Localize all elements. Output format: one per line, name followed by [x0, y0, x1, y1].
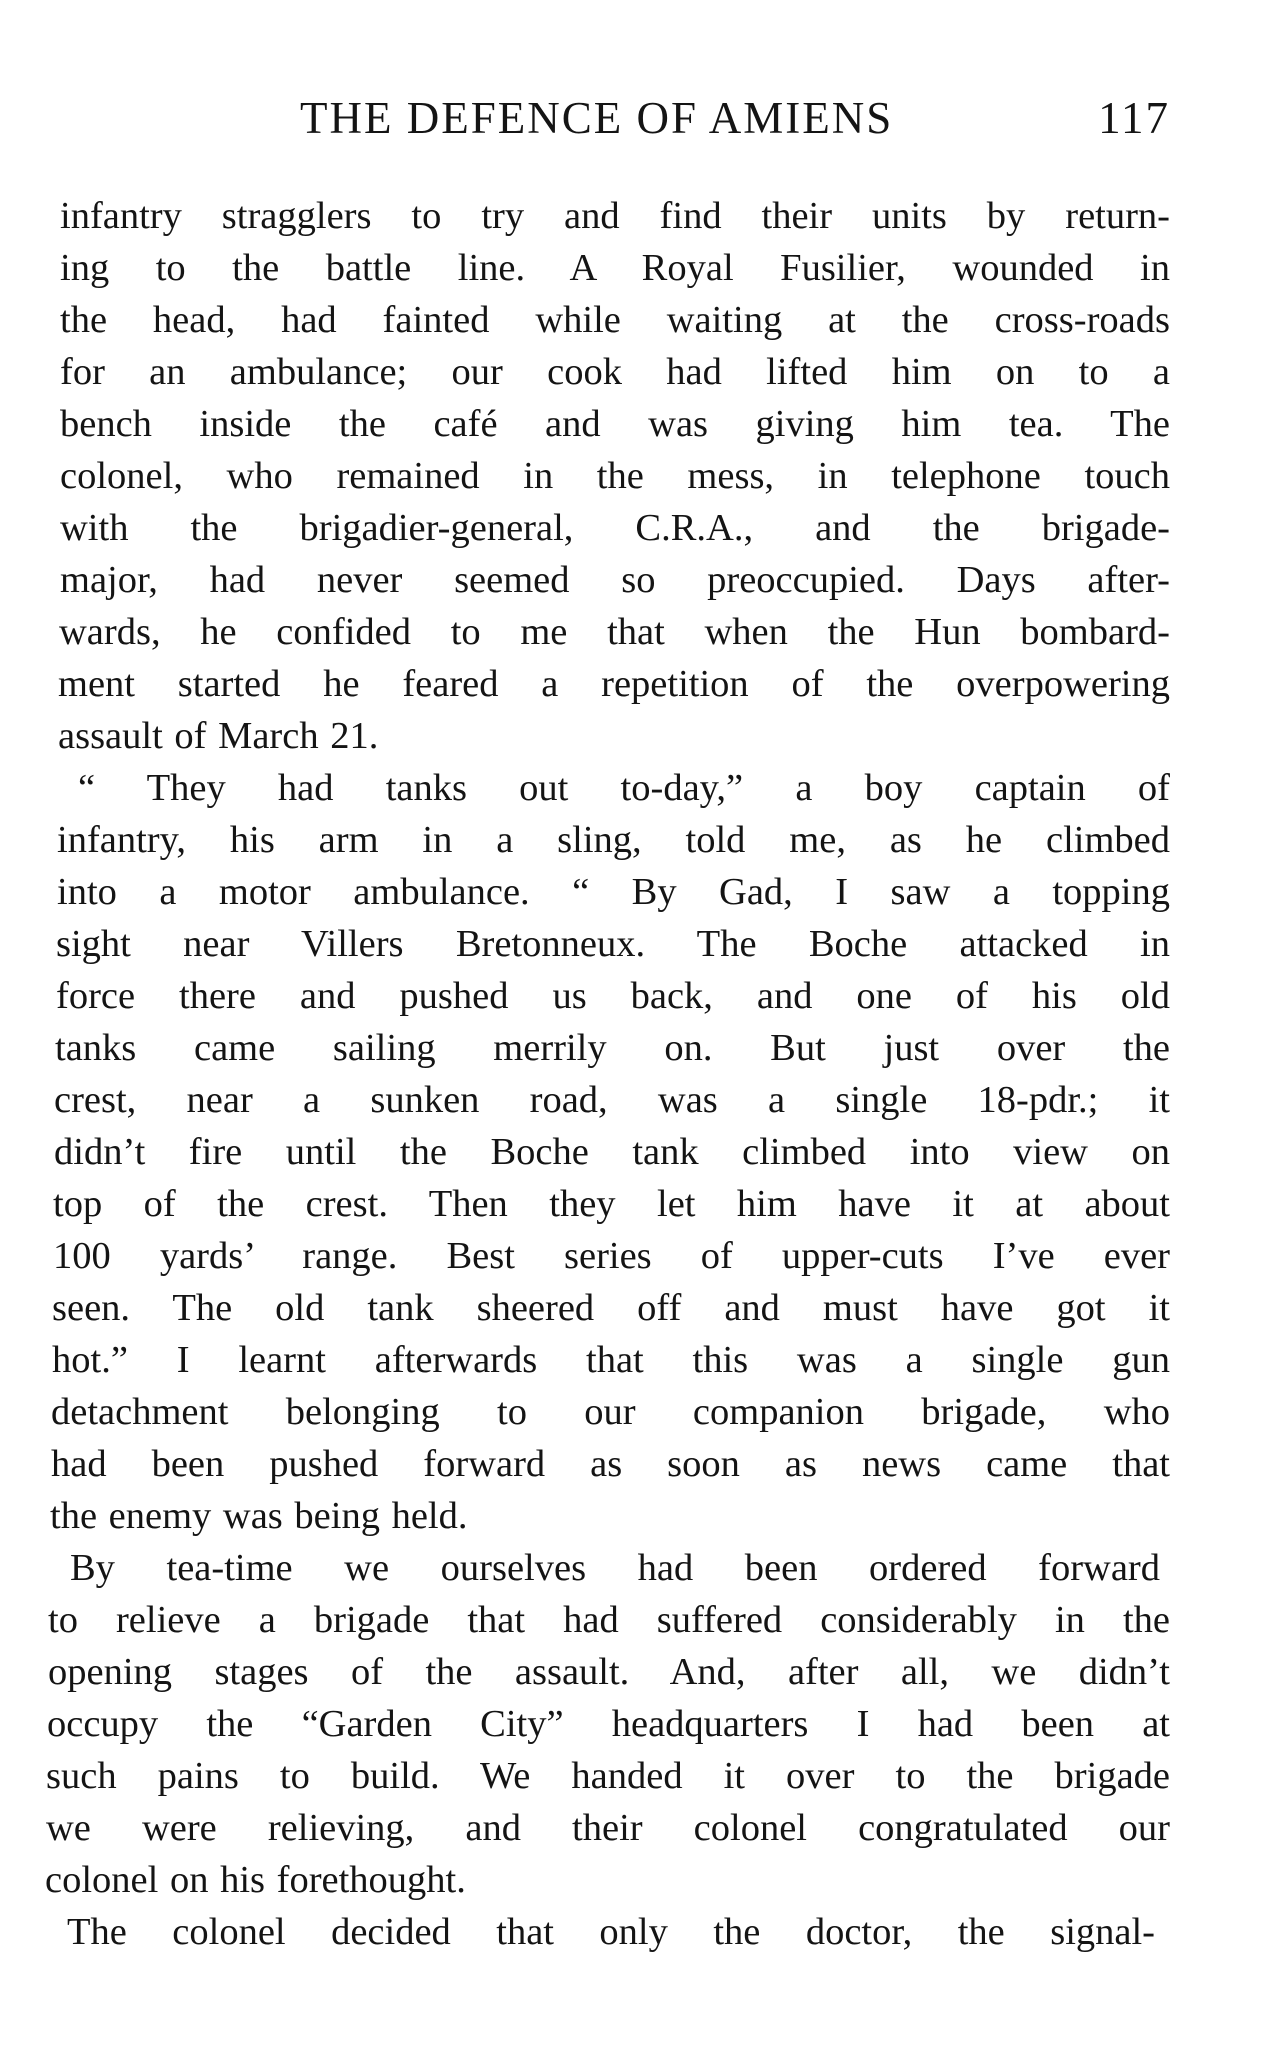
text-line: we were relieving, and their colonel congratulated our [46, 1807, 1170, 1849]
text-line: assault of March 21. [58, 715, 379, 757]
text-line: ing to the battle line. A Royal Fusilier, wounded in [60, 247, 1170, 289]
text-line: into a motor ambulance. “ By Gad, I saw a topping [57, 871, 1170, 913]
text-line: sight near Villers Bretonneux. The Boche attacked in [56, 923, 1170, 965]
text-line: for an ambulance; our cook had lifted him on to a [60, 351, 1170, 393]
running-head [300, 92, 1170, 152]
text-line: By tea-time we ourselves had been ordered forward [70, 1547, 1160, 1589]
text-line: “ They had tanks out to-day,” a boy captain of [78, 767, 1170, 809]
text-line: wards, he confided to me that when the Hun bombard- [59, 611, 1170, 653]
text-line: hot.” I learnt afterwards that this was a single gun [52, 1339, 1170, 1381]
running-head-title: THE DEFENCE OF AMIENS [300, 93, 894, 143]
text-line: force there and pushed us back, and one of his old [56, 975, 1170, 1017]
text-line: infantry stragglers to try and find their units by return- [60, 195, 1170, 237]
text-line: crest, near a sunken road, was a single 18-pdr.; it [54, 1079, 1170, 1121]
text-line: the head, had fainted while waiting at the cross-roads [60, 299, 1170, 341]
body-text [45, 190, 1170, 1958]
text-line: colonel on his forethought. [45, 1859, 466, 1901]
text-line: major, had never seemed so preoccupied. Days after- [60, 559, 1170, 601]
text-line: ment started he feared a repetition of the overpowering [58, 663, 1170, 705]
text-line: had been pushed forward as soon as news came that [51, 1443, 1170, 1485]
text-line: with the brigadier-general, C.R.A., and the brigade- [60, 507, 1170, 549]
text-line: colonel, who remained in the mess, in telephone touch [60, 455, 1170, 497]
text-line: tanks came sailing merrily on. But just over the [55, 1027, 1170, 1069]
text-line: infantry, his arm in a sling, told me, as he climbed [57, 819, 1170, 861]
text-line: occupy the “Garden City” headquarters I had been at [47, 1703, 1170, 1745]
text-line: to relieve a brigade that had suffered considerably in the [48, 1599, 1170, 1641]
text-line: The colonel decided that only the doctor, the signal- [67, 1911, 1155, 1953]
text-line: opening stages of the assault. And, after all, we didn’t [48, 1651, 1170, 1693]
text-line: the enemy was being held. [50, 1495, 468, 1537]
text-line: such pains to build. We handed it over to the brigade [46, 1755, 1170, 1797]
text-line: top of the crest. Then they let him have it at about [53, 1183, 1170, 1225]
text-line: didn’t fire until the Boche tank climbed into view on [54, 1131, 1170, 1173]
page-number: 117 [1098, 93, 1170, 143]
text-line: 100 yards’ range. Best series of upper-cuts I’ve ever [53, 1235, 1170, 1277]
text-line: bench inside the café and was giving him tea. The [60, 403, 1170, 445]
text-line: detachment belonging to our companion brigade, who [51, 1391, 1170, 1433]
text-line: seen. The old tank sheered off and must have got it [52, 1287, 1170, 1329]
